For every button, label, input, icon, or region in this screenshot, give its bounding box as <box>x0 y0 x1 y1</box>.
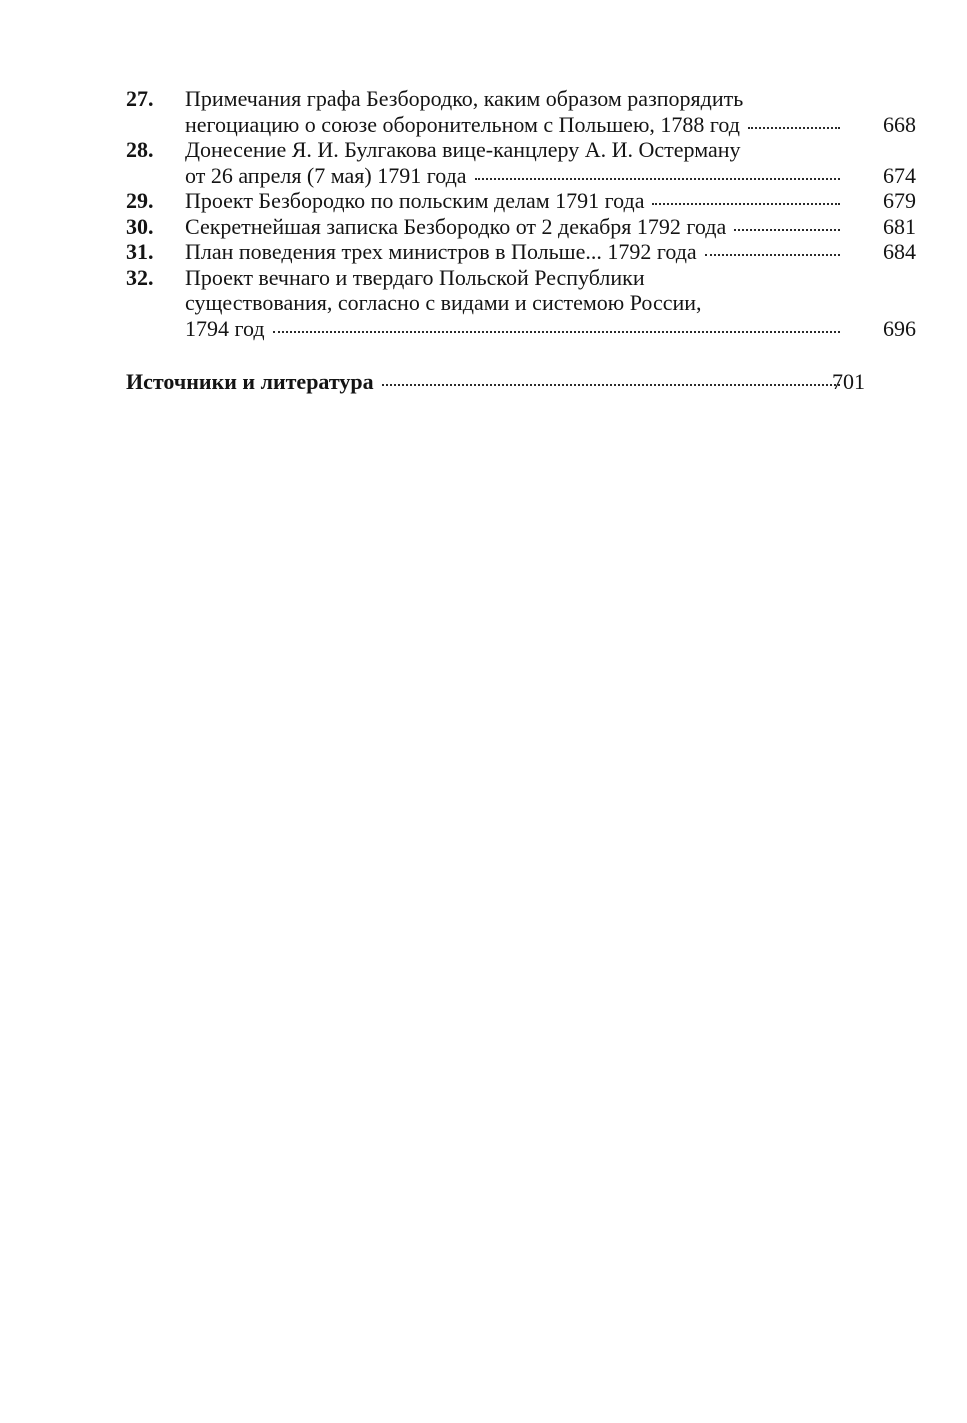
toc-entry-30[interactable] <box>126 214 916 240</box>
entry-number: 31. <box>126 239 154 264</box>
toc-entry-29[interactable] <box>126 188 916 214</box>
toc-entry-sources[interactable] <box>126 369 916 395</box>
dot-leader <box>382 384 840 386</box>
page-number: 681 <box>883 213 916 239</box>
page-number: 701 <box>832 369 865 394</box>
entry-number: 30. <box>126 213 154 239</box>
dot-leader <box>273 331 840 333</box>
dot-leader <box>748 127 840 129</box>
page-number: 668 <box>883 111 916 137</box>
toc-entry-27[interactable] <box>126 86 916 137</box>
entry-title-line: Примечания графа Безбородко, каким образом разпорядить <box>185 86 744 111</box>
table-of-contents <box>126 86 916 341</box>
page-number: 679 <box>883 188 916 213</box>
dot-leader <box>734 229 840 231</box>
entry-title-line: Секретнейшая записка Безбородко от 2 декабря 1792 года <box>185 213 727 239</box>
entry-title <box>185 137 840 188</box>
entry-number: 27. <box>126 86 154 111</box>
entry-title <box>185 265 840 342</box>
entry-number: 28. <box>126 137 154 162</box>
entry-number: 29. <box>126 188 154 213</box>
entry-title <box>185 188 840 214</box>
toc-entry-28[interactable] <box>126 137 916 188</box>
entry-title <box>185 86 840 137</box>
entry-title <box>185 214 840 240</box>
dot-leader <box>652 203 840 205</box>
entry-title-line: от 26 апреля (7 мая) 1791 года <box>185 162 467 188</box>
toc-entry-32[interactable] <box>126 265 916 342</box>
entry-title-line: существования, согласно с видами и системою России, <box>185 290 702 315</box>
sources-label: Источники и литература <box>126 369 374 394</box>
dot-leader <box>475 178 840 180</box>
entry-title-line: Донесение Я. И. Булгакова вице-канцлеру А. И. Остерману <box>185 137 741 162</box>
entry-title-line: Проект вечнаго и твердаго Польской Республики <box>185 264 645 290</box>
page-number: 684 <box>883 239 916 264</box>
dot-leader <box>705 254 840 256</box>
entry-title-line: Проект Безбородко по польским делам 1791 года <box>185 188 645 213</box>
page-number: 674 <box>883 162 916 188</box>
page-number: 696 <box>883 315 916 341</box>
entry-title-line: 1794 год <box>185 315 265 341</box>
entry-title-line: План поведения трех министров в Польше... 1792 года <box>185 239 697 264</box>
entry-title-line: негоциацию о союзе оборонительном с Польшею, 1788 год <box>185 111 740 137</box>
entry-number: 32. <box>126 264 154 290</box>
entry-title <box>185 239 840 265</box>
toc-entry-31[interactable] <box>126 239 916 265</box>
